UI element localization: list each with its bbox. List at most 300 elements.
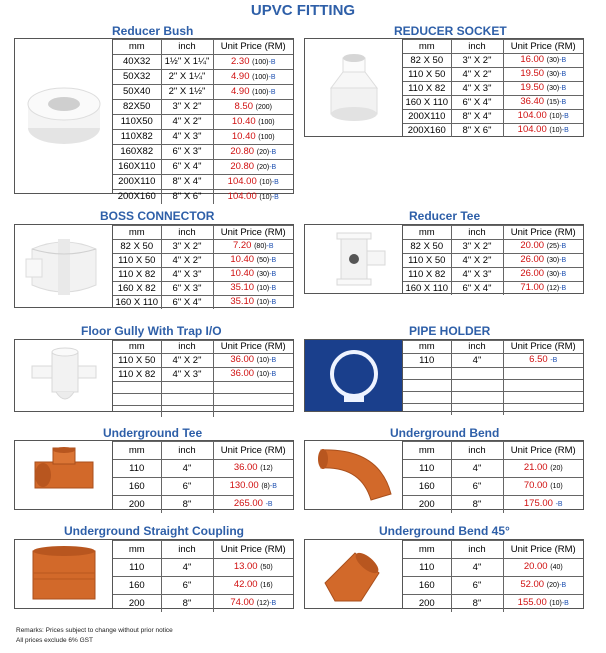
table-row [113,296,293,310]
size-inch-cell [451,380,503,392]
unit-price: 19.50 [520,82,545,93]
unit-price-cell [213,460,293,478]
size-mm-cell: 110X82 [113,130,161,145]
column-header: Unit Price (RM) [503,541,583,559]
section-title-underground-tee: Underground Tee [103,426,203,440]
size-mm-cell [403,380,451,392]
unit-price-cell [213,577,293,595]
size-inch-cell: 4" [451,460,503,478]
product-box-boss-connector [14,224,294,308]
size-inch-cell: 1½" X 1¼" [161,55,213,70]
unit-price-cell [503,68,583,82]
unit-price-cell [503,404,583,416]
pack-quantity: (10) [549,600,562,607]
column-header: Unit Price (RM) [213,40,293,55]
pack-quantity: (30) [546,257,560,264]
column-header: inch [161,341,213,354]
unit-price: 4.90 [231,70,250,82]
unit-price-cell [503,254,583,268]
table-row [403,595,583,613]
table-row [113,175,293,190]
reducer-tee-image [305,225,403,293]
size-mm-cell: 200X160 [403,124,451,138]
size-inch-cell [451,404,503,416]
reducer-socket-table [403,39,583,137]
unit-price-cell [213,559,293,577]
size-inch-cell: 4" X 3" [161,368,213,382]
unit-price-cell [503,268,583,282]
pack-quantity: (20) [256,148,270,156]
unit-price-cell [213,296,293,310]
unit-price: 10.40 [231,130,256,142]
column-header: Unit Price (RM) [503,40,583,54]
unit-price: 36.00 [233,462,258,473]
price-note: -B [559,85,567,92]
column-header: inch [451,226,503,240]
size-inch-cell: 8" X 6" [451,124,503,138]
pack-quantity: (100) [252,88,269,96]
size-mm-cell: 200 [113,595,161,613]
unit-price: 26.00 [520,254,545,265]
price-note: -B [559,71,567,78]
table-row [113,368,293,382]
size-mm-cell: 160X110 [113,160,161,175]
table-row [113,559,293,577]
unit-price: 10.40 [231,115,256,127]
pack-quantity: (10) [256,299,270,306]
unit-price: 42.00 [233,579,258,590]
unit-price: 7.20 [232,240,252,251]
table-row [403,254,583,268]
pack-quantity: (12) [260,465,273,472]
pack-quantity: (12) [256,600,270,607]
size-inch-cell: 4" X 2" [161,115,213,130]
size-mm-cell: 160 [403,577,451,595]
size-mm-cell: 110 X 82 [403,268,451,282]
pack-quantity: (100) [258,118,275,126]
underground-bend-45-table [403,540,583,612]
table-row [113,406,293,418]
table-row [113,282,293,296]
unit-price: 13.00 [233,561,258,572]
pack-quantity: (30) [256,271,270,278]
size-inch-cell: 8" [161,595,213,613]
size-mm-cell: 160 X 82 [113,282,161,296]
unit-price-cell [503,595,583,613]
unit-price-cell [503,368,583,380]
size-inch-cell: 2" X 1¼" [161,70,213,85]
price-note: -B [269,271,277,278]
reducer-tee-table [403,225,583,295]
table-row [403,268,583,282]
unit-price-cell [503,54,583,68]
unit-price-cell [213,100,293,115]
boss-connector-table [113,225,293,309]
table-row [403,496,583,514]
size-inch-cell: 6" X 4" [161,160,213,175]
table-header-row [403,442,583,460]
table-row [403,478,583,496]
unit-price-cell [213,368,293,382]
table-header-row [403,341,583,354]
size-mm-cell [403,404,451,416]
underground-tee-table [113,441,293,513]
table-row [403,404,583,416]
price-note: -B [269,483,277,490]
unit-price-cell [213,145,293,160]
unit-price: 104.00 [227,175,257,187]
table-row [403,54,583,68]
unit-price-cell [503,96,583,110]
unit-price: 20.80 [230,145,255,157]
unit-price: 36.00 [230,368,255,379]
size-inch-cell [161,406,213,418]
table-row [113,240,293,254]
column-header: inch [161,541,213,559]
size-mm-cell: 110 X 50 [113,354,161,368]
table-header-row [113,541,293,559]
unit-price-cell [503,392,583,404]
unit-price: 10.40 [230,254,255,265]
column-header: mm [113,442,161,460]
price-note: -B [561,600,569,607]
size-mm-cell: 110 [403,460,451,478]
unit-price: 71.00 [520,282,545,293]
table-row [403,82,583,96]
table-row [113,478,293,496]
column-header: Unit Price (RM) [503,442,583,460]
price-note: -B [559,99,567,106]
table-row [113,268,293,282]
unit-price-cell [503,460,583,478]
pack-quantity: (25) [546,243,560,250]
product-box-underground-bend-45 [304,539,584,609]
unit-price-cell [213,354,293,368]
size-mm-cell: 50X32 [113,70,161,85]
section-title-reducer-socket: REDUCER SOCKET [394,24,507,38]
size-mm-cell: 110 X 50 [403,68,451,82]
size-mm-cell: 110 [403,354,451,368]
table-header-row [113,226,293,240]
size-inch-cell [161,382,213,394]
pack-quantity: (10) [549,127,562,134]
price-note: -B [269,371,277,378]
floor-gully-table [113,340,293,417]
size-mm-cell: 160 X 110 [113,296,161,310]
unit-price: 52.00 [520,579,545,590]
size-mm-cell: 82 X 50 [403,240,451,254]
size-mm-cell [113,406,161,418]
price-note: -B [559,57,567,64]
unit-price: 10.40 [230,268,255,279]
unit-price: 20.00 [520,240,545,251]
size-inch-cell: 4" X 2" [161,254,213,268]
table-header-row [113,40,293,55]
size-mm-cell [113,382,161,394]
reducer-bush-table [113,39,293,204]
product-box-floor-gully [14,339,294,412]
table-row [113,100,293,115]
column-header: Unit Price (RM) [213,341,293,354]
unit-price-cell [213,85,293,100]
product-box-underground-bend [304,440,584,510]
table-row [403,380,583,392]
pack-quantity: (20) [546,582,560,589]
pack-quantity: (50) [256,257,270,264]
pack-quantity: (100) [252,58,269,66]
column-header: mm [403,40,451,54]
size-mm-cell: 110 X 50 [403,254,451,268]
pack-quantity: (10) [256,357,270,364]
price-note: -B [269,299,277,306]
table-row [403,240,583,254]
price-note: -B [266,243,274,250]
size-inch-cell [161,394,213,406]
column-header: mm [403,541,451,559]
table-row [113,577,293,595]
size-inch-cell: 4" X 2" [451,68,503,82]
size-mm-cell: 160X82 [113,145,161,160]
unit-price: 20.00 [523,561,548,572]
pack-quantity: (10) [549,113,562,120]
boss-connector-image [15,225,113,307]
size-inch-cell: 4" [161,460,213,478]
size-mm-cell: 110 X 82 [113,368,161,382]
size-inch-cell: 6" X 3" [161,145,213,160]
price-note: -B [268,58,276,66]
unit-price: 104.00 [517,110,547,121]
reducer-bush-image [15,39,113,193]
pack-quantity: (12) [546,285,560,292]
table-row [113,55,293,70]
unit-price-cell [213,478,293,496]
unit-price-cell [213,496,293,514]
pack-quantity: (10) [256,371,270,378]
size-mm-cell: 110 [403,559,451,577]
price-note: -B [271,178,279,186]
table-row [113,85,293,100]
price-note: -B [559,582,567,589]
size-inch-cell: 8" X 4" [451,110,503,124]
unit-price-cell [213,70,293,85]
table-row [403,124,583,138]
table-row [403,282,583,296]
unit-price: 26.00 [520,268,545,279]
unit-price: 8.50 [234,100,253,112]
remarks-line: All prices exclude 6% GST [16,637,93,644]
price-note: -B [269,285,277,292]
table-row [113,460,293,478]
table-row [403,460,583,478]
size-inch-cell: 6" [161,478,213,496]
size-mm-cell: 160 [403,478,451,496]
size-mm-cell: 200X160 [113,190,161,205]
unit-price-cell [503,354,583,368]
unit-price: 104.00 [517,124,547,135]
price-note: -B [269,357,277,364]
size-inch-cell: 2" X 1½" [161,85,213,100]
size-mm-cell [113,394,161,406]
underground-bend-45-image [305,540,403,608]
column-header: mm [403,341,451,354]
pack-quantity: (10) [259,178,272,186]
pack-quantity: (10) [256,285,270,292]
size-inch-cell: 4" [161,559,213,577]
size-inch-cell: 4" X 2" [451,254,503,268]
pack-quantity: (30) [546,271,560,278]
unit-price: 4.90 [231,85,250,97]
size-inch-cell [451,368,503,380]
table-header-row [403,226,583,240]
column-header: Unit Price (RM) [213,541,293,559]
unit-price: 175.00 [523,498,553,509]
unit-price-cell [213,130,293,145]
price-note: -B [265,501,273,508]
size-mm-cell: 200 [403,496,451,514]
unit-price-cell [503,240,583,254]
table-row [403,368,583,380]
unit-price-cell [213,55,293,70]
section-title-reducer-tee: Reducer Tee [409,209,481,223]
table-row [113,354,293,368]
table-header-row [113,442,293,460]
table-row [113,382,293,394]
column-header: inch [161,226,213,240]
pack-quantity: (30) [546,85,560,92]
table-row [113,254,293,268]
product-box-reducer-tee [304,224,584,294]
size-mm-cell: 82 X 50 [113,240,161,254]
size-mm-cell: 200 [113,496,161,514]
pack-quantity: (10) [259,193,272,201]
size-inch-cell: 6" X 3" [161,282,213,296]
pack-quantity: (20) [256,163,270,171]
column-header: mm [113,341,161,354]
column-header: inch [451,341,503,354]
size-mm-cell: 50X40 [113,85,161,100]
size-mm-cell: 160 X 110 [403,96,451,110]
size-inch-cell: 8" X 4" [161,175,213,190]
size-inch-cell: 8" [451,496,503,514]
price-note: -B [561,127,569,134]
size-inch-cell: 3" X 2" [161,100,213,115]
size-inch-cell: 6" [161,577,213,595]
size-mm-cell: 110 X 82 [403,82,451,96]
column-header: inch [161,40,213,55]
unit-price-cell [503,110,583,124]
size-mm-cell: 110 X 50 [113,254,161,268]
underground-coupling-table [113,540,293,612]
product-box-reducer-bush [14,38,294,202]
unit-price-cell [213,190,293,205]
table-row [113,160,293,175]
unit-price-cell [503,380,583,392]
price-note: -B [561,113,569,120]
size-mm-cell: 200X110 [113,175,161,190]
table-row [403,577,583,595]
unit-price: 2.30 [231,55,250,67]
unit-price: 35.10 [230,282,255,293]
pack-quantity: (10) [550,483,563,490]
table-row [403,96,583,110]
column-header: inch [161,442,213,460]
pipe-holder-table [403,340,583,415]
size-mm-cell: 110X50 [113,115,161,130]
unit-price-cell [213,595,293,613]
section-title-underground-coupling: Underground Straight Coupling [64,524,244,538]
table-row [113,145,293,160]
column-header: inch [451,541,503,559]
price-note: -B [559,285,567,292]
pack-quantity: (200) [255,103,272,111]
pipe-holder-image [305,340,403,411]
size-inch-cell: 4" X 3" [161,130,213,145]
table-row [113,496,293,514]
floor-gully-image [15,340,113,411]
price-note: -B [269,148,277,156]
section-title-reducer-bush: Reducer Bush [112,24,194,38]
unit-price-cell [503,559,583,577]
table-row [113,190,293,205]
unit-price: 20.80 [230,160,255,172]
size-inch-cell: 3" X 2" [161,240,213,254]
size-inch-cell: 4" [451,354,503,368]
table-header-row [403,541,583,559]
table-row [403,354,583,368]
unit-price-cell [213,382,293,394]
pack-quantity: (15) [546,99,560,106]
unit-price: 70.00 [523,480,548,491]
pack-quantity: (16) [260,582,273,589]
pack-quantity: (100) [258,133,275,141]
size-mm-cell: 110 [113,460,161,478]
size-mm-cell [403,368,451,380]
size-mm-cell: 160 X 110 [403,282,451,296]
product-box-reducer-socket [304,38,584,137]
column-header: Unit Price (RM) [503,341,583,354]
product-box-underground-coupling [14,539,294,609]
price-note: -B [268,73,276,81]
column-header: Unit Price (RM) [213,442,293,460]
underground-tee-image [15,441,113,509]
column-header: mm [113,541,161,559]
pack-quantity: (30) [546,57,560,64]
pack-quantity: (8) [261,483,270,490]
size-mm-cell: 160 [113,577,161,595]
table-header-row [403,40,583,54]
price-note: -B [559,257,567,264]
size-inch-cell: 3" X 2" [451,54,503,68]
pack-quantity: (80) [254,243,267,250]
unit-price-cell [503,82,583,96]
unit-price: 36.40 [520,96,545,107]
table-row [403,68,583,82]
unit-price: 6.50 [529,354,548,365]
product-box-underground-tee [14,440,294,510]
remarks [16,626,173,646]
size-inch-cell: 8" X 6" [161,190,213,205]
size-inch-cell: 6" X 4" [451,96,503,110]
underground-coupling-image [15,540,113,608]
size-inch-cell: 6" X 4" [161,296,213,310]
size-inch-cell: 6" [451,478,503,496]
unit-price-cell [213,160,293,175]
table-row [403,559,583,577]
unit-price: 16.00 [520,54,545,65]
section-title-underground-bend-45: Underground Bend 45° [379,524,510,538]
unit-price-cell [213,254,293,268]
unit-price: 265.00 [233,498,263,509]
